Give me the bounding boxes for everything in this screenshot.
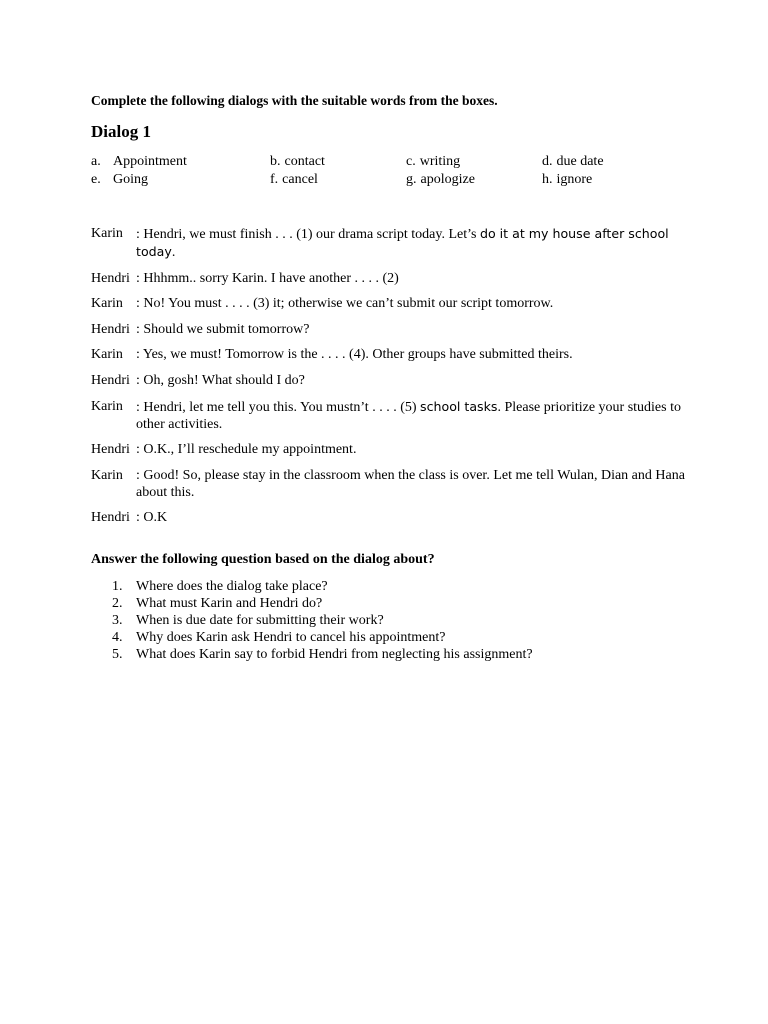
speaker-name: Karin <box>91 398 123 414</box>
question-item: 4. Why does Karin ask Hendri to cancel his appointment? <box>112 630 446 645</box>
option-f: f. cancel <box>270 172 318 187</box>
word-options <box>91 153 711 189</box>
question-list <box>112 578 672 663</box>
option-a: a. Appointment <box>91 154 187 169</box>
option-c: c. writing <box>406 154 461 169</box>
speaker-name: Hendri <box>91 372 130 388</box>
dialog-line <box>91 398 691 433</box>
speech-text: : No! You must . . . . (3) it; otherwise we can’t submit our script tomorrow. <box>136 296 554 312</box>
option-b: b. contact <box>270 154 325 169</box>
speech-text: : Hendri, we must finish . . . (1) our drama script today. Let’s do it at my house after school today. <box>136 226 669 260</box>
options-row <box>91 153 711 171</box>
speaker-name: Hendri <box>91 270 130 286</box>
speech-text: : Hhhmm.. sorry Karin. I have another . . . . (2) <box>136 270 399 286</box>
speaker-name: Karin <box>91 347 123 363</box>
dialog-line <box>91 346 691 363</box>
option-g: g. apologize <box>406 172 475 187</box>
dialog-line <box>91 225 691 261</box>
speech-text: : Should we submit tomorrow? <box>136 321 310 337</box>
question-item: 1. Where does the dialog take place? <box>112 579 328 594</box>
speaker-name: Karin <box>91 467 123 483</box>
dialog-line <box>91 441 691 458</box>
speaker-name: Hendri <box>91 321 130 337</box>
dialog-lines <box>91 225 691 535</box>
instruction-text: Complete the following dialogs with the suitable words from the boxes. <box>91 93 498 108</box>
speech-text: : Yes, we must! Tomorrow is the . . . . (4). Other groups have submitted theirs. <box>136 347 573 363</box>
speech-text: : O.K., I’ll reschedule my appointment. <box>136 442 357 458</box>
speech-text: : Good! So, please stay in the classroom when the class is over. Let me tell Wulan, Dian and Hana about this. <box>136 467 685 500</box>
dialog-line <box>91 509 691 526</box>
dialog-line <box>91 295 691 312</box>
dialog-line <box>91 321 691 338</box>
question-item: 3. When is due date for submitting their work? <box>112 613 384 628</box>
dialog-line <box>91 270 691 287</box>
speaker-name: Hendri <box>91 510 130 526</box>
questions-heading: Answer the following question based on the dialog about? <box>91 552 435 567</box>
speech-text: : Hendri, let me tell you this. You mustn’t . . . . (5) school tasks. Please prioritize your studies to other activities. <box>136 398 681 432</box>
option-h: h. ignore <box>542 172 593 187</box>
dialog-line <box>91 467 691 501</box>
speaker-name: Karin <box>91 226 123 241</box>
speaker-name: Hendri <box>91 442 130 458</box>
option-d: d. due date <box>542 154 604 169</box>
question-item: 5. What does Karin say to forbid Hendri from neglecting his assignment? <box>112 647 533 662</box>
options-row <box>91 171 711 189</box>
speaker-name: Karin <box>91 296 123 312</box>
option-e: e. Going <box>91 172 148 187</box>
dialog-title: Dialog 1 <box>91 122 151 141</box>
speech-text: : O.K <box>136 510 168 526</box>
question-item: 2. What must Karin and Hendri do? <box>112 596 323 611</box>
speech-text: : Oh, gosh! What should I do? <box>136 372 305 388</box>
dialog-line <box>91 372 691 389</box>
